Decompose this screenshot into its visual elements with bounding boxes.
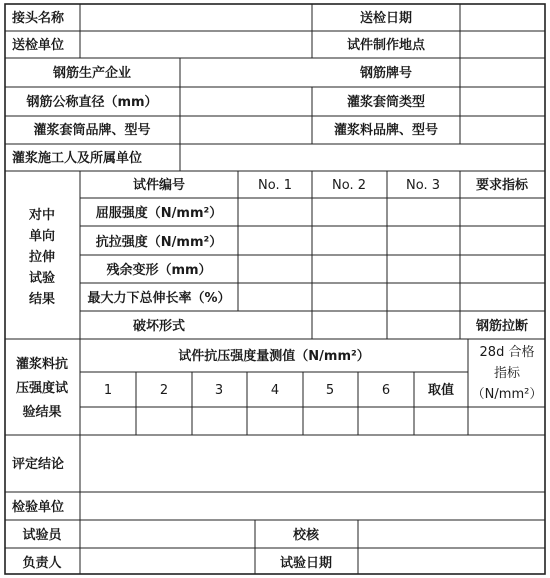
grout-col-5: 5 — [325, 383, 335, 398]
grout-col-6: 6 — [381, 383, 391, 398]
label-sleeve-brand: 灌浆套筒品牌、型号 — [33, 123, 151, 138]
label-rebar-maker: 钢筋生产企业 — [52, 66, 132, 81]
label-inspection-unit: 检验单位 — [12, 500, 65, 515]
form-frame — [5, 4, 545, 574]
tensile-side-line: 单向 — [28, 229, 56, 244]
grout-col-2: 2 — [159, 383, 169, 398]
qualified-line: （N/mm²） — [471, 387, 543, 402]
column-rules — [80, 4, 468, 574]
label-yield-strength: 屈服强度（N/mm²） — [95, 206, 223, 221]
label-submit-date: 送检日期 — [359, 11, 413, 26]
grout-side-label — [16, 356, 69, 420]
header-specimen-no: 试件编号 — [132, 178, 186, 193]
label-grout-brand: 灌浆料品牌、型号 — [333, 123, 439, 138]
label-joint-name: 接头名称 — [12, 11, 65, 26]
label-tensile-strength: 抗拉强度（N/mm²） — [95, 235, 223, 250]
header-no3: No. 3 — [406, 178, 440, 193]
label-responsible: 负责人 — [22, 556, 62, 571]
label-grout-worker: 灌浆施工人及所属单位 — [12, 151, 143, 166]
grout-side-line: 验结果 — [22, 405, 62, 420]
grout-side-line: 灌浆料抗 — [15, 357, 69, 372]
label-rebar-diameter: 钢筋公称直径（mm） — [26, 95, 158, 110]
header-requirement: 要求指标 — [475, 178, 529, 193]
header-no1: No. 1 — [258, 178, 292, 193]
label-specimen-place: 试件制作地点 — [346, 38, 426, 53]
label-elongation: 最大力下总伸长率（%） — [87, 291, 231, 306]
grout-side-line: 压强度试 — [15, 381, 69, 396]
tensile-side-label — [28, 207, 55, 307]
label-submit-unit: 送检单位 — [12, 38, 65, 53]
label-measured-strength: 试件抗压强度量测值（N/mm²） — [178, 349, 370, 364]
label-rebar-grade: 钢筋牌号 — [359, 66, 413, 81]
tensile-side-line: 拉伸 — [28, 250, 56, 265]
tensile-side-line: 结果 — [28, 292, 56, 307]
grout-col-4: 4 — [270, 383, 280, 398]
label-failure-mode: 破坏形式 — [132, 319, 186, 334]
tensile-side-line: 对中 — [28, 208, 56, 223]
header-no2: No. 2 — [332, 178, 366, 193]
qualified-line: 指标 — [493, 366, 521, 381]
label-test-date: 试验日期 — [279, 556, 333, 571]
label-residual-deformation: 残余变形（mm） — [106, 263, 212, 278]
label-tester: 试验员 — [22, 528, 62, 543]
qualified-index-label — [472, 344, 543, 402]
label-checker: 校核 — [292, 528, 320, 543]
grout-col-3: 3 — [214, 383, 224, 398]
tensile-side-line: 试验 — [28, 271, 56, 286]
label-sleeve-type: 灌浆套筒类型 — [346, 95, 426, 110]
grout-take-value: 取值 — [427, 383, 455, 398]
label-conclusion: 评定结论 — [12, 457, 65, 472]
qualified-line: 28d 合格 — [479, 345, 535, 360]
grout-col-1: 1 — [103, 383, 113, 398]
failure-requirement: 钢筋拉断 — [475, 319, 529, 334]
